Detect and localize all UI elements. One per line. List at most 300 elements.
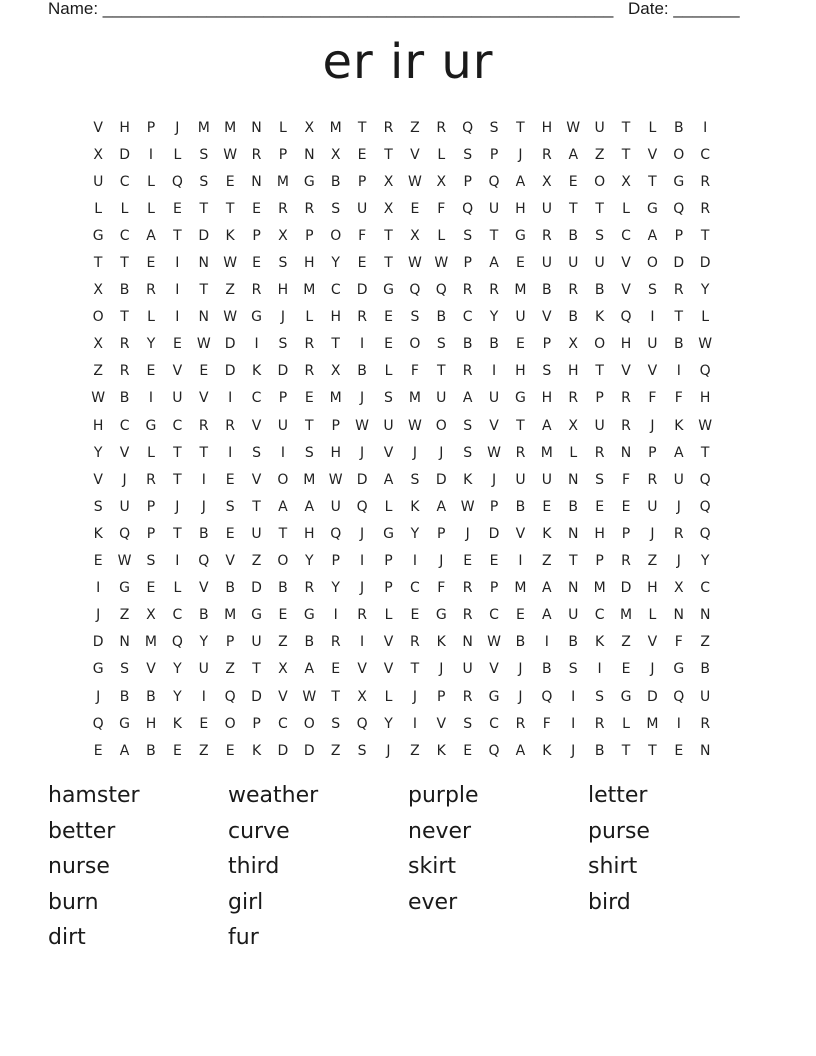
- grid-letter: X: [93, 336, 103, 353]
- grid-letter: K: [251, 742, 262, 759]
- grid-letter: B: [357, 363, 367, 380]
- grid-letter: V: [621, 363, 631, 380]
- grid-letter: M: [514, 580, 527, 597]
- grid-letter: B: [146, 742, 156, 759]
- grid-letter: Q: [699, 525, 711, 542]
- grid-letter: B: [568, 498, 579, 515]
- grid-letter: Q: [330, 525, 342, 542]
- grid-letter: R: [198, 417, 209, 434]
- grid-letter: D: [356, 282, 368, 299]
- grid-letter: B: [119, 390, 130, 407]
- grid-letter: Q: [699, 498, 711, 515]
- grid-letter: C: [462, 309, 473, 326]
- grid-letter: Q: [673, 200, 685, 217]
- grid-letter: E: [199, 715, 209, 732]
- grid-letter: Z: [251, 553, 262, 570]
- grid-letter: S: [410, 471, 420, 488]
- grid-letter: M: [197, 119, 210, 136]
- grid-letter: X: [357, 688, 367, 705]
- grid-letter: E: [225, 525, 235, 542]
- word-list-item: skirt: [408, 854, 456, 880]
- grid-letter: E: [516, 336, 525, 353]
- grid-letter: X: [568, 336, 579, 353]
- grid-letter: T: [173, 471, 182, 488]
- grid-letter: E: [410, 607, 420, 624]
- grid-letter: I: [650, 309, 655, 326]
- grid-letter: V: [489, 417, 499, 434]
- grid-letter: H: [304, 255, 315, 272]
- grid-letter: R: [119, 336, 130, 353]
- word-list-item: better: [48, 818, 116, 844]
- grid-letter: G: [303, 607, 315, 624]
- grid-letter: R: [489, 282, 499, 299]
- grid-letter: O: [594, 173, 606, 190]
- grid-letter: W: [328, 471, 343, 488]
- grid-letter: B: [119, 282, 130, 299]
- grid-letter: H: [119, 119, 130, 136]
- grid-letter: V: [278, 688, 288, 705]
- word-list-item: girl: [228, 889, 264, 915]
- grid-letter: R: [330, 634, 341, 651]
- grid-letter: V: [489, 661, 499, 678]
- grid-letter: E: [384, 309, 393, 326]
- grid-letter: L: [173, 580, 182, 597]
- grid-letter: X: [93, 146, 103, 163]
- grid-letter: N: [567, 580, 579, 597]
- grid-letter: U: [383, 417, 394, 434]
- grid-letter: Q: [356, 498, 368, 515]
- grid-letter: D: [277, 742, 289, 759]
- grid-letter: H: [647, 580, 658, 597]
- grid-letter: P: [252, 227, 261, 244]
- grid-letter: S: [463, 146, 473, 163]
- grid-letter: V: [383, 634, 394, 651]
- grid-letter: H: [515, 363, 526, 380]
- grid-letter: L: [384, 498, 393, 515]
- grid-letter: V: [436, 715, 447, 732]
- word-list-item: letter: [588, 783, 648, 808]
- grid-letter: E: [516, 607, 525, 624]
- grid-letter: I: [571, 715, 576, 732]
- grid-row: [85, 602, 718, 629]
- grid-letter: V: [383, 661, 394, 678]
- grid-letter: W: [698, 336, 713, 353]
- grid-letter: L: [384, 607, 393, 624]
- grid-letter: A: [647, 227, 658, 244]
- grid-letter: X: [93, 282, 103, 299]
- grid-letter: L: [384, 688, 393, 705]
- grid-letter: U: [594, 119, 605, 136]
- grid-letter: G: [383, 525, 394, 542]
- grid-letter: G: [673, 661, 685, 678]
- grid-letter: H: [277, 282, 289, 299]
- grid-letter: V: [93, 471, 103, 488]
- grid-letter: S: [120, 661, 130, 678]
- grid-letter: P: [437, 688, 446, 705]
- grid-letter: W: [302, 688, 317, 705]
- grid-letter: H: [699, 390, 711, 407]
- grid-letter: H: [541, 390, 553, 407]
- grid-letter: A: [119, 742, 130, 759]
- grid-letter: P: [278, 390, 288, 407]
- grid-letter: F: [621, 471, 631, 488]
- grid-letter: H: [515, 200, 526, 217]
- grid-letter: O: [277, 471, 289, 488]
- grid-letter: I: [175, 309, 180, 326]
- grid-letter: L: [147, 173, 155, 190]
- grid-letter: T: [489, 227, 499, 244]
- grid-letter: E: [172, 200, 182, 217]
- grid-letter: B: [146, 688, 156, 705]
- grid-letter: U: [172, 390, 183, 407]
- grid-letter: U: [198, 661, 209, 678]
- grid-letter: A: [568, 146, 579, 163]
- grid-letter: P: [595, 553, 604, 570]
- grid-row: [85, 737, 718, 764]
- word-list-item: never: [408, 818, 472, 844]
- grid-letter: L: [384, 363, 393, 380]
- grid-letter: T: [410, 661, 420, 678]
- grid-letter: U: [673, 471, 684, 488]
- grid-letter: I: [676, 363, 681, 380]
- grid-letter: V: [647, 634, 658, 651]
- grid-letter: O: [409, 336, 421, 353]
- grid-letter: D: [303, 742, 315, 759]
- grid-letter: W: [487, 444, 501, 461]
- grid-letter: W: [698, 417, 713, 434]
- grid-letter: L: [173, 146, 182, 163]
- grid-letter: L: [147, 444, 155, 461]
- grid-letter: I: [412, 553, 417, 570]
- word-list-item: nurse: [48, 854, 110, 880]
- grid-letter: Q: [224, 688, 236, 705]
- grid-letter: T: [621, 742, 631, 759]
- grid-row: [85, 304, 718, 331]
- grid-letter: Y: [489, 309, 499, 326]
- grid-letter: W: [407, 255, 422, 272]
- grid-letter: R: [462, 607, 473, 624]
- grid-letter: V: [146, 661, 156, 678]
- word-search-grid: [85, 114, 718, 764]
- grid-letter: J: [386, 742, 391, 759]
- grid-letter: R: [647, 471, 658, 488]
- grid-letter: P: [463, 173, 472, 190]
- grid-letter: R: [119, 363, 130, 380]
- grid-letter: T: [436, 363, 446, 380]
- grid-letter: E: [331, 661, 341, 678]
- grid-letter: S: [568, 661, 578, 678]
- grid-letter: B: [198, 607, 209, 624]
- grid-letter: A: [383, 471, 394, 488]
- grid-letter: T: [384, 227, 393, 244]
- grid-letter: L: [147, 200, 155, 217]
- grid-letter: N: [251, 119, 262, 136]
- grid-letter: K: [595, 634, 605, 651]
- grid-letter: L: [437, 146, 446, 163]
- grid-letter: E: [542, 498, 552, 515]
- grid-letter: J: [360, 580, 365, 597]
- grid-letter: T: [621, 146, 631, 163]
- grid-letter: R: [304, 580, 315, 597]
- grid-letter: I: [491, 363, 497, 380]
- grid-letter: X: [621, 173, 631, 190]
- grid-letter: B: [436, 309, 447, 326]
- grid-letter: U: [568, 255, 579, 272]
- grid-row: [85, 439, 718, 466]
- grid-letter: Q: [435, 282, 447, 299]
- grid-letter: M: [593, 580, 606, 597]
- grid-letter: M: [514, 282, 527, 299]
- grid-letter: R: [700, 200, 711, 217]
- grid-row: [85, 520, 718, 547]
- grid-letter: J: [96, 607, 101, 624]
- grid-letter: E: [225, 471, 235, 488]
- grid-letter: P: [146, 498, 156, 515]
- grid-letter: X: [304, 119, 315, 136]
- grid-letter: K: [93, 525, 103, 542]
- grid-letter: A: [462, 390, 473, 407]
- grid-letter: R: [225, 417, 236, 434]
- grid-letter: P: [331, 553, 340, 570]
- grid-letter: S: [595, 688, 605, 705]
- grid-letter: J: [518, 688, 523, 705]
- grid-letter: J: [518, 661, 523, 678]
- word-list-item: hamster: [48, 783, 140, 808]
- grid-letter: B: [594, 282, 605, 299]
- grid-letter: M: [619, 607, 633, 624]
- grid-letter: X: [410, 227, 420, 244]
- grid-letter: O: [673, 146, 685, 163]
- grid-letter: L: [622, 715, 630, 732]
- grid-letter: G: [119, 580, 131, 597]
- grid-letter: L: [279, 119, 287, 136]
- grid-letter: U: [700, 688, 711, 705]
- grid-letter: G: [515, 390, 526, 407]
- grid-letter: T: [648, 173, 657, 190]
- grid-letter: S: [463, 715, 473, 732]
- grid-letter: P: [357, 173, 367, 190]
- grid-letter: U: [541, 200, 552, 217]
- grid-letter: Y: [331, 255, 340, 272]
- grid-letter: X: [542, 173, 552, 190]
- grid-letter: T: [595, 200, 604, 217]
- grid-letter: I: [175, 255, 180, 272]
- grid-letter: I: [175, 553, 180, 570]
- grid-letter: J: [175, 119, 180, 136]
- grid-letter: P: [595, 390, 604, 407]
- grid-letter: Z: [198, 742, 209, 759]
- grid-letter: Z: [594, 146, 605, 163]
- grid-letter: Z: [621, 634, 631, 651]
- grid-letter: R: [700, 715, 711, 732]
- grid-letter: J: [201, 498, 206, 515]
- grid-row: [85, 249, 718, 276]
- grid-letter: P: [384, 580, 393, 597]
- grid-letter: R: [462, 688, 473, 705]
- grid-letter: K: [542, 525, 552, 542]
- grid-letter: L: [622, 200, 630, 217]
- grid-letter: S: [410, 309, 420, 326]
- grid-letter: F: [674, 634, 683, 651]
- grid-letter: W: [460, 498, 475, 515]
- grid-letter: F: [410, 363, 419, 380]
- grid-letter: Y: [700, 282, 710, 299]
- grid-letter: V: [647, 146, 658, 163]
- grid-letter: U: [541, 255, 552, 272]
- grid-letter: G: [251, 607, 262, 624]
- grid-letter: B: [594, 742, 605, 759]
- grid-letter: C: [172, 607, 183, 624]
- grid-letter: O: [435, 417, 447, 434]
- grid-letter: Y: [410, 525, 420, 542]
- grid-letter: P: [252, 715, 261, 732]
- grid-letter: P: [489, 580, 499, 597]
- grid-letter: R: [251, 282, 262, 299]
- grid-letter: X: [330, 363, 341, 380]
- grid-letter: B: [515, 498, 526, 515]
- grid-letter: N: [462, 634, 473, 651]
- grid-letter: F: [437, 200, 446, 217]
- grid-letter: E: [410, 200, 420, 217]
- word-list-item: shirt: [588, 854, 638, 880]
- grid-letter: L: [569, 444, 578, 461]
- grid-letter: Y: [700, 553, 710, 570]
- grid-row: [85, 141, 718, 168]
- grid-letter: V: [93, 119, 103, 136]
- grid-letter: B: [278, 580, 288, 597]
- grid-letter: A: [278, 498, 288, 515]
- grid-letter: G: [488, 688, 500, 705]
- grid-letter: S: [595, 471, 605, 488]
- grid-letter: N: [198, 309, 209, 326]
- grid-letter: V: [515, 525, 526, 542]
- grid-letter: S: [357, 742, 367, 759]
- grid-letter: R: [541, 227, 552, 244]
- grid-letter: G: [145, 417, 157, 434]
- grid-letter: N: [699, 607, 711, 624]
- grid-letter: X: [673, 580, 684, 597]
- grid-letter: R: [146, 471, 156, 488]
- word-list-item: ever: [408, 889, 458, 915]
- grid-letter: O: [92, 309, 104, 326]
- grid-letter: E: [621, 661, 631, 678]
- grid-letter: Z: [410, 119, 420, 136]
- grid-letter: Q: [488, 742, 500, 759]
- grid-letter: F: [648, 390, 657, 407]
- grid-letter: K: [436, 634, 446, 651]
- grid-letter: W: [223, 309, 238, 326]
- grid-letter: I: [571, 688, 576, 705]
- grid-letter: U: [647, 336, 658, 353]
- grid-letter: A: [489, 255, 499, 272]
- grid-letter: J: [439, 553, 444, 570]
- grid-letter: E: [225, 742, 235, 759]
- grid-letter: J: [518, 146, 523, 163]
- grid-letter: K: [542, 742, 552, 759]
- grid-letter: X: [330, 146, 341, 163]
- grid-letter: E: [463, 742, 473, 759]
- grid-letter: R: [621, 553, 631, 570]
- date-field-label: Date: _______: [628, 0, 740, 18]
- grid-letter: F: [674, 390, 683, 407]
- word-list-item: dirt: [48, 925, 86, 951]
- grid-letter: Z: [410, 742, 420, 759]
- grid-letter: X: [568, 417, 579, 434]
- grid-letter: J: [676, 498, 681, 515]
- grid-letter: Q: [488, 173, 500, 190]
- grid-letter: I: [228, 444, 233, 461]
- grid-row: [85, 466, 718, 493]
- grid-letter: D: [198, 227, 210, 244]
- grid-letter: K: [674, 417, 684, 434]
- grid-letter: L: [648, 119, 657, 136]
- grid-letter: T: [384, 146, 393, 163]
- grid-letter: R: [436, 119, 447, 136]
- grid-row: [85, 412, 718, 439]
- word-list-item: purple: [408, 783, 479, 808]
- grid-letter: H: [620, 336, 632, 353]
- grid-letter: N: [567, 471, 579, 488]
- grid-letter: J: [280, 309, 285, 326]
- grid-letter: E: [146, 580, 156, 597]
- grid-letter: R: [621, 417, 631, 434]
- grid-letter: P: [648, 444, 657, 461]
- grid-letter: S: [647, 282, 657, 299]
- grid-row: [85, 114, 718, 141]
- grid-letter: V: [251, 471, 262, 488]
- grid-letter: B: [568, 634, 579, 651]
- grid-letter: P: [384, 553, 393, 570]
- grid-letter: M: [224, 119, 237, 136]
- grid-letter: Y: [199, 634, 209, 651]
- grid-letter: R: [357, 309, 367, 326]
- grid-letter: E: [252, 255, 261, 272]
- grid-letter: I: [201, 471, 206, 488]
- grid-row: [85, 168, 718, 195]
- grid-letter: P: [674, 227, 684, 244]
- grid-letter: D: [277, 363, 289, 380]
- grid-letter: B: [198, 525, 209, 542]
- grid-letter: D: [251, 688, 262, 705]
- grid-letter: Y: [146, 336, 156, 353]
- grid-letter: H: [304, 525, 315, 542]
- grid-letter: H: [567, 363, 579, 380]
- grid-letter: L: [701, 309, 710, 326]
- grid-row: [85, 493, 718, 520]
- grid-letter: U: [515, 471, 526, 488]
- grid-letter: U: [568, 607, 579, 624]
- grid-letter: O: [594, 336, 606, 353]
- word-list-item: burn: [48, 889, 99, 915]
- grid-letter: V: [621, 255, 631, 272]
- grid-letter: L: [648, 607, 657, 624]
- grid-letter: T: [331, 688, 340, 705]
- grid-letter: G: [646, 200, 658, 217]
- grid-letter: I: [254, 336, 259, 353]
- grid-letter: S: [278, 336, 288, 353]
- grid-letter: U: [515, 309, 526, 326]
- grid-letter: V: [172, 363, 183, 380]
- grid-letter: E: [146, 363, 156, 380]
- grid-letter: B: [542, 661, 552, 678]
- grid-letter: J: [650, 661, 655, 678]
- grid-letter: R: [146, 282, 156, 299]
- grid-letter: D: [224, 336, 236, 353]
- grid-letter: D: [488, 525, 500, 542]
- grid-letter: B: [568, 309, 579, 326]
- grid-letter: V: [357, 661, 367, 678]
- grid-letter: T: [120, 255, 129, 272]
